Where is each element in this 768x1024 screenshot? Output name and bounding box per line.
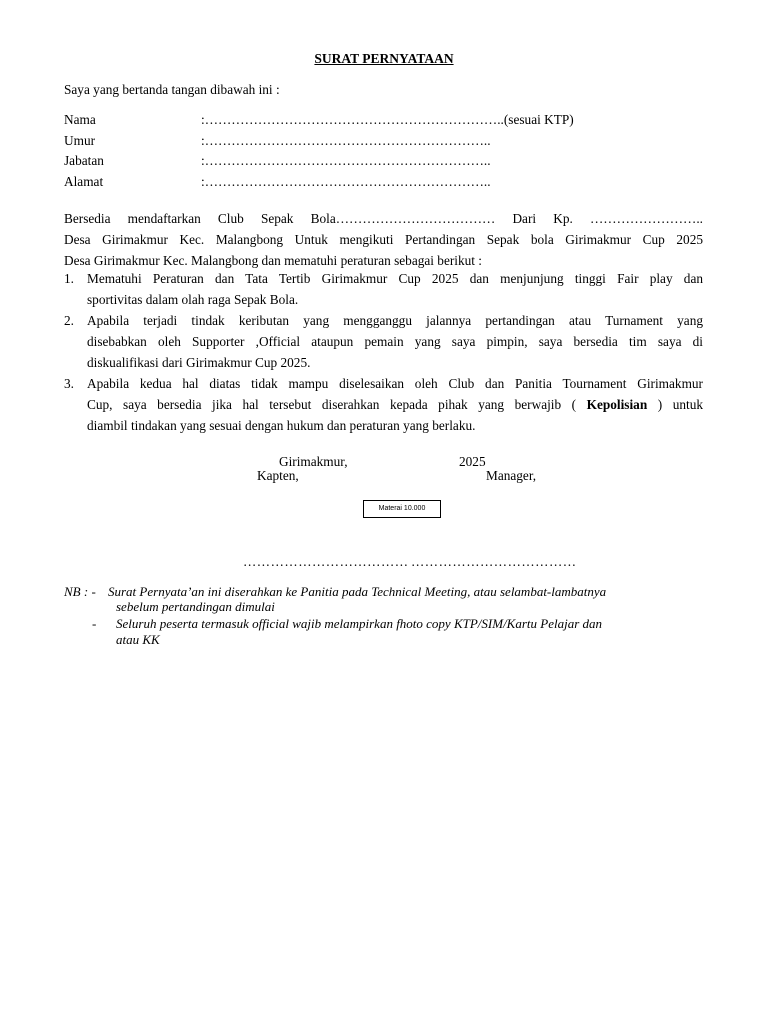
- paragraph-line: Bersedia mendaftarkan Club Sepak Bola……………………………… Dari Kp. ……………………..: [64, 211, 703, 226]
- nb-note-2-cont: atau KK: [116, 632, 160, 647]
- list-text: Cup, saya bersedia jika hal tersebut diserahkan kepada pihak yang berwajib (: [87, 397, 587, 412]
- list-line: diskualifikasi dari Girimakmur Cup 2025.: [87, 355, 311, 370]
- list-line: disebabkan oleh Supporter ,Official ataupun pemain yang saya pimpin, saya bersedia tim saya di: [87, 334, 703, 349]
- list-item: [64, 268, 703, 310]
- list-text: ) untuk: [647, 397, 703, 412]
- list-number: 3.: [64, 376, 74, 391]
- field-label-alamat: Alamat: [64, 174, 104, 189]
- list-item: [64, 310, 703, 373]
- nb-prefix: NB : -: [64, 584, 96, 599]
- paragraph-line: Desa Girimakmur Kec. Malangbong dan mematuhi peraturan sebagai berikut :: [64, 253, 482, 268]
- list-line: Apabila terjadi tindak keributan yang mengganggu jalannya pertandingan atau Turnament yang: [87, 313, 703, 328]
- nb-note-1-cont: sebelum pertandingan dimulai: [116, 599, 275, 614]
- field-label-jabatan: Jabatan: [64, 153, 104, 168]
- list-line: [87, 394, 703, 415]
- field-value-alamat: :………………………………………………………..: [201, 174, 491, 189]
- list-line: Apabila kedua hal diatas tidak mampu diselesaikan oleh Club dan Panitia Tournament Girimakmur: [87, 376, 703, 391]
- list-item: [64, 373, 703, 436]
- rules-list: [64, 268, 703, 436]
- intro-text: Saya yang bertanda tangan dibawah ini :: [64, 82, 280, 97]
- signing-year: 2025: [459, 454, 486, 469]
- paragraph-line: Desa Girimakmur Kec. Malangbong Untuk mengikuti Pertandingan Sepak bola Girimakmur Cup 2025: [64, 232, 703, 247]
- field-value-jabatan: :………………………………………………………..: [201, 153, 491, 168]
- nb-note-1: Surat Pernyata’an ini diserahkan ke Panitia pada Technical Meeting, atau selambat-lambatnya: [108, 584, 607, 599]
- field-value-umur: :………………………………………………………..: [201, 133, 491, 148]
- bold-term: Kepolisian: [586, 397, 648, 412]
- statement-paragraph: [64, 208, 703, 271]
- nb-note-2: Seluruh peserta termasuk official wajib melampirkan fhoto copy KTP/SIM/Kartu Pelajar dan: [116, 616, 603, 631]
- list-line: Mematuhi Peraturan dan Tata Tertib Girimakmur Cup 2025 dan menjunjung tinggi Fair play dan: [87, 271, 703, 286]
- stamp-box: Materai 10.000: [363, 500, 441, 518]
- document-title: SURAT PERNYATAAN: [314, 51, 454, 66]
- captain-label: Kapten,: [257, 468, 299, 483]
- list-number: 1.: [64, 271, 74, 286]
- nb-dash: -: [92, 616, 97, 631]
- manager-signature-line: ………………………………: [411, 554, 577, 569]
- list-line: diambil tindakan yang sesuai dengan hukum dan peraturan yang berlaku.: [87, 418, 476, 433]
- list-number: 2.: [64, 313, 74, 328]
- signing-place: Girimakmur,: [279, 454, 348, 469]
- field-value-nama: :…………………………………………………………..(sesuai KTP): [201, 112, 574, 127]
- captain-signature-line: ………………………………: [243, 554, 409, 569]
- field-label-nama: Nama: [64, 112, 96, 127]
- field-label-umur: Umur: [64, 133, 96, 148]
- manager-label: Manager,: [486, 468, 537, 483]
- list-line: sportivitas dalam olah raga Sepak Bola.: [87, 292, 299, 307]
